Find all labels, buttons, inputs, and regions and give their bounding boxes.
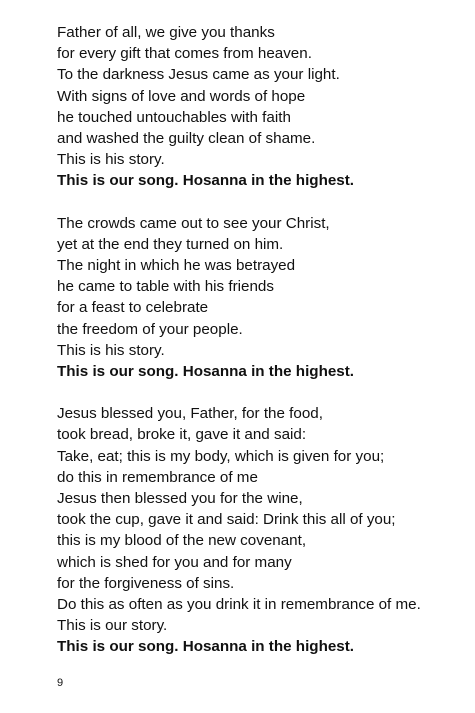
text-line: took the cup, gave it and said: Drink this all of you;	[57, 511, 396, 529]
response-line: This is our song. Hosanna in the highest.	[57, 363, 355, 381]
text-line: for every gift that comes from heaven.	[57, 45, 312, 63]
text-line: Jesus blessed you, Father, for the food,	[57, 405, 323, 423]
text-line: the freedom of your people.	[57, 320, 243, 338]
text-line: he came to table with his friends	[57, 278, 274, 296]
text-line: Jesus then blessed you for the wine,	[57, 490, 303, 508]
text-line: This is our story.	[57, 617, 168, 635]
text-line: he touched untouchables with faith	[57, 108, 291, 126]
response-line: This is our song. Hosanna in the highest.	[57, 638, 355, 656]
liturgy-text	[57, 22, 469, 679]
response-line: This is our song. Hosanna in the highest.	[57, 172, 355, 190]
stanza-3	[57, 403, 469, 657]
text-line: Take, eat; this is my body, which is given for you;	[57, 447, 385, 465]
text-line: for the forgiveness of sins.	[57, 574, 235, 592]
page-number: 9	[57, 677, 64, 689]
text-line: The night in which he was betrayed	[57, 257, 296, 275]
text-line: Father of all, we give you thanks	[57, 24, 275, 41]
text-line: The crowds came out to see your Christ,	[57, 214, 330, 232]
text-line: for a feast to celebrate	[57, 299, 209, 317]
text-line: do this in remembrance of me	[57, 468, 258, 486]
text-line: and washed the guilty clean of shame.	[57, 130, 316, 148]
text-line: This is his story.	[57, 151, 165, 169]
text-line: took bread, broke it, gave it and said:	[57, 426, 307, 444]
text-line: This is his story.	[57, 341, 165, 359]
text-line: which is shed for you and for many	[57, 553, 292, 571]
stanza-1	[57, 22, 469, 192]
stanza-2	[57, 213, 469, 383]
text-line: Do this as often as you drink it in remembrance of me.	[57, 596, 421, 614]
text-line: With signs of love and words of hope	[57, 87, 306, 105]
text-line: To the darkness Jesus came as your light.	[57, 66, 340, 84]
text-line: yet at the end they turned on him.	[57, 235, 284, 253]
text-line: this is my blood of the new covenant,	[57, 532, 307, 550]
